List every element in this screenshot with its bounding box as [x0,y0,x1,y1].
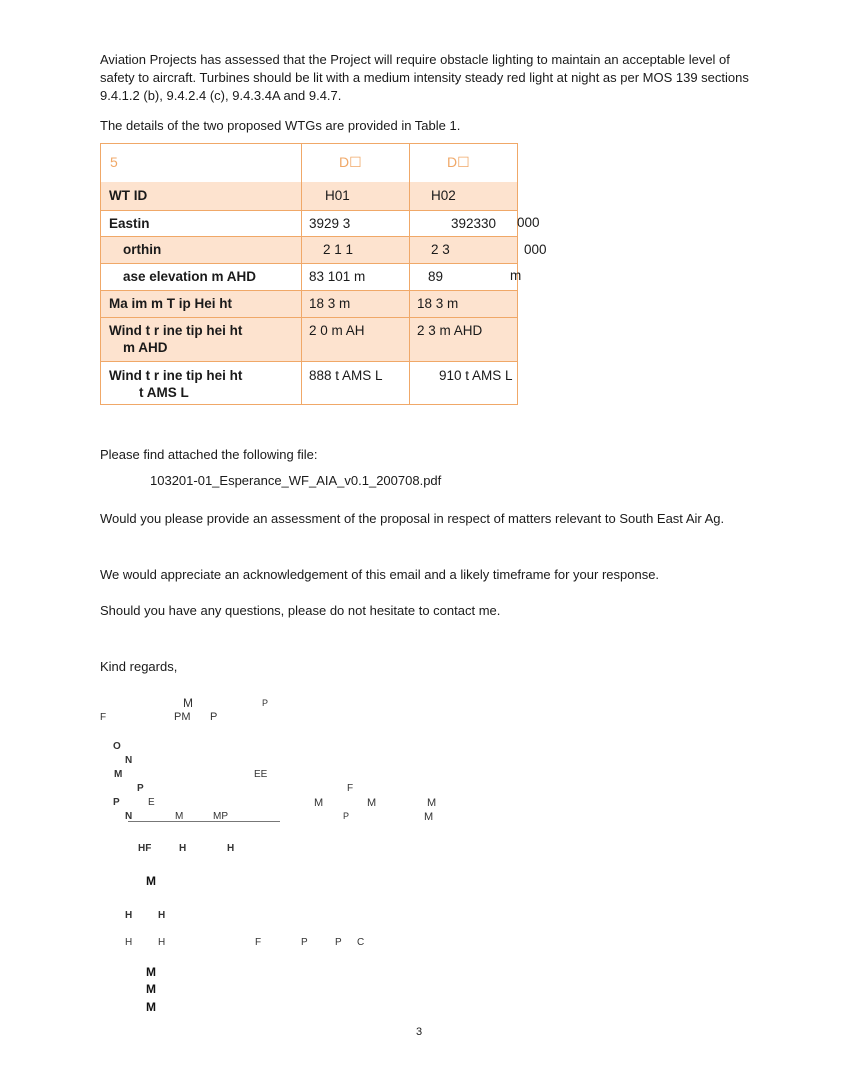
sig-fragment: H [179,843,187,854]
sig-fragment: M [146,965,156,979]
sig-fragment: P [335,937,342,948]
cell-h02: 392330 [451,216,497,231]
sig-fragment: P [210,711,218,723]
sig-fragment: HF [138,843,152,854]
cell-h01: 83 101 m [309,269,366,284]
acknowledgement-paragraph: We would appreciate an acknowledgement of this email and a likely timeframe for your response. [100,567,660,582]
table-header-row [101,144,517,182]
row-label: Wind t r ine tip hei ht [109,323,243,338]
sig-fragment: F [347,783,354,794]
row-label-continued: t AMS L [139,385,189,400]
table-row [101,182,517,211]
sig-fragment: P [262,698,269,708]
column-divider [301,144,302,404]
table-header-cell: 5 [110,154,118,170]
row-label-continued: m AHD [123,340,168,355]
sig-fragment: F [100,712,107,723]
column-divider [409,144,410,404]
sig-fragment: H [125,937,133,948]
table-header-cell: D☐ [447,154,470,170]
sig-fragment: M [427,797,437,809]
intro-paragraph: Aviation Projects has assessed that the Project will require obstacle lighting to maintain an acceptable level of safety to aircraft. Turbines should be lit with a medium intensity steady red light at night as per MOS 139 sections 9.4.1.2 (b), 9.4.2.4 (c), 9.4.3.4A and 9.4.7. [100,52,749,103]
cell-h01: H01 [325,188,350,203]
table-row [101,291,517,318]
closing-regards: Kind regards, [100,659,178,674]
sig-fragment: P [343,811,350,821]
attachment-filename[interactable]: 103201-01_Esperance_WF_AIA_v0.1_200708.pdf [150,473,442,488]
row-label: Eastin [109,216,150,231]
sig-fragment: MP [213,811,228,822]
attachment-intro: Please find attached the following file: [100,447,318,462]
cell-h02: 2 3 m AHD [417,323,483,338]
request-paragraph: Would you please provide an assessment of the proposal in respect of matters relevant to South East Air Ag. [100,511,725,526]
sig-fragment: M [175,811,184,822]
table-row [101,362,517,404]
sig-fragment: M [114,769,123,780]
details-paragraph: The details of the two proposed WTGs are provided in Table 1. [100,118,461,133]
page-number: 3 [416,1026,423,1038]
sig-fragment: M [424,811,434,823]
sig-fragment: EE [254,769,268,780]
cell-h01: 888 t AMS L [309,368,383,383]
cell-h02: 89 [428,269,444,284]
table-row [101,237,517,264]
row-label: WT ID [109,188,148,203]
sig-fragment: F [255,937,262,948]
overflow-text: 000 [517,215,540,230]
overflow-text: 000 [524,242,547,257]
table-header-cell: D☐ [339,154,362,170]
sig-fragment: H [158,910,166,921]
overflow-text: m [510,268,522,283]
sig-fragment: M [314,797,324,809]
sig-fragment: P [301,937,308,948]
cell-h02: 18 3 m [417,296,459,311]
cell-h01: 3929 3 [309,216,351,231]
sig-fragment: H [158,937,166,948]
questions-paragraph: Should you have any questions, please do not hesitate to contact me. [100,603,501,618]
sig-fragment: N [125,755,133,766]
signature-divider [128,821,280,822]
sig-fragment: H [227,843,235,854]
sig-fragment: M [146,874,156,888]
row-label: Ma im m T ip Hei ht [109,296,233,311]
row-label: ase elevation m AHD [123,269,257,284]
table-row [101,211,517,237]
cell-h01: 18 3 m [309,296,351,311]
sig-fragment: O [113,741,121,752]
row-label: Wind t r ine tip hei ht [109,368,243,383]
table-row [101,318,517,362]
sig-fragment: N [125,811,133,822]
cell-h01: 2 0 m AH [309,323,365,338]
sig-fragment: M [367,797,377,809]
table-row [101,264,517,291]
cell-h02: 2 3 [431,242,450,257]
sig-fragment: PM [174,711,191,723]
sig-fragment: M [183,696,193,710]
sig-fragment: C [357,937,365,948]
cell-h02: H02 [431,188,456,203]
sig-fragment: H [125,910,133,921]
sig-fragment: P [113,797,120,808]
cell-h01: 2 1 1 [323,242,354,257]
sig-fragment: M [146,982,156,996]
row-label: orthin [123,242,162,257]
sig-fragment: M [146,1000,156,1014]
cell-h02: 910 t AMS L [439,368,513,383]
sig-fragment: E [148,797,155,808]
sig-fragment: P [137,783,144,794]
wtg-details-table [100,143,518,405]
